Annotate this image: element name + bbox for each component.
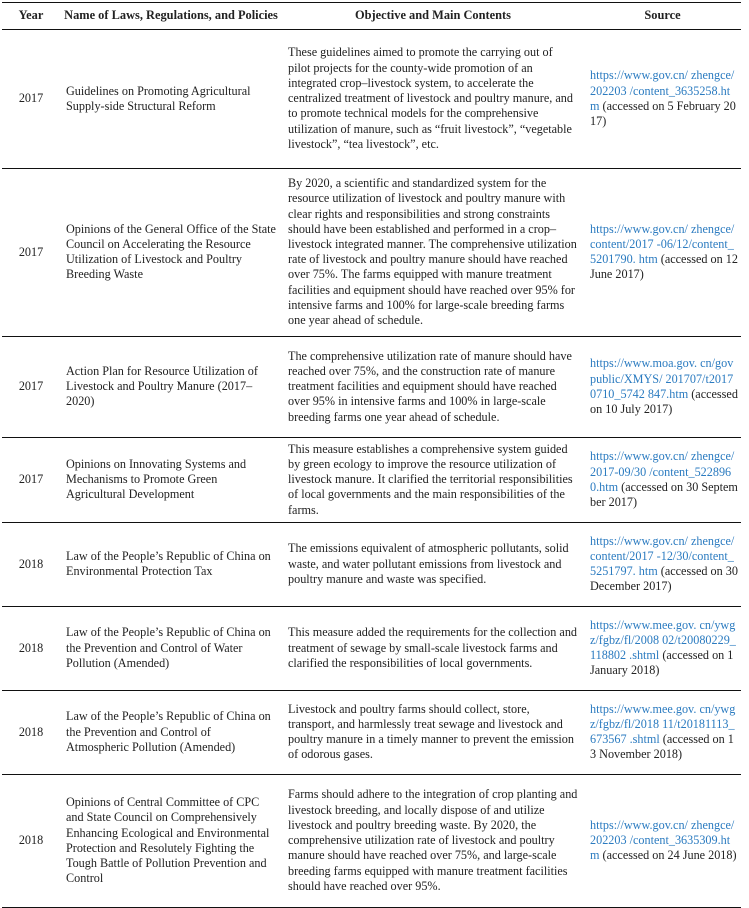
- table-header-row: [2, 3, 741, 30]
- table-row: [2, 337, 741, 438]
- source-link[interactable]: https://www.gov.cn/ zhengce/2017-09/30 /content_5228960.htm: [590, 449, 735, 494]
- cell-year: 2018: [18, 640, 44, 655]
- cell-source: [584, 337, 741, 438]
- header-objective: Objective and Main Contents: [355, 8, 511, 22]
- table-row: [2, 438, 741, 523]
- cell-objective: By 2020, a scientific and standardized system for the resource utilization of livestock and poultry manure with clear rights and responsibilities and strong constraints should have been established and performed in a crop–livestock integrated manner. The comprehensive utilization rate of livestock and poultry manure should have reached over 75%. The farms equipped with manure treatment facilities and equipment should have reached over 95% for intensive farms and 100% for large-scale breeding farms one year ahead of schedule.: [288, 176, 577, 328]
- source-link[interactable]: https://www.moa.gov. cn/govpublic/XMYS/ 201707/t20170710_5742 847.htm: [590, 356, 734, 401]
- cell-source: [584, 438, 741, 523]
- cell-source: [584, 523, 741, 607]
- table-row: [2, 30, 741, 169]
- accessed-date: (accessed on 10 July 2017): [590, 386, 738, 416]
- accessed-date: (accessed on 13 November 2018): [590, 732, 734, 762]
- cell-name: Law of the People’s Republic of China on the Prevention and Control of Water Pollution (Amended): [66, 625, 271, 670]
- header-name: Name of Laws, Regulations, and Policies: [64, 8, 278, 22]
- accessed-date: (accessed on 24 June 2018): [599, 848, 737, 863]
- cell-name: Opinions on Innovating Systems and Mechanisms to Promote Green Agricultural Development: [66, 456, 247, 502]
- table-row: [2, 775, 741, 908]
- cell-year: 2017: [18, 91, 44, 106]
- cell-name: Law of the People’s Republic of China on the Prevention and Control of Atmospheric Pollution (Amended): [66, 709, 271, 754]
- cell-objective: These guidelines aimed to promote the carrying out of pilot projects for the county-wide promotion of an integrated crop–livestock system, to accelerate the centralized treatment of livestock and poultry manure, and to promote technical models for the comprehensive utilization of manure, such as “fruit livestock”, “vegetable livestock”, “tea livestock”, etc.: [288, 45, 573, 151]
- cell-objective: This measure establishes a comprehensive system guided by green ecology to improve the resource utilization of livestock manure. It clarified the territorial responsibilities of local governments and the main responsibilities of the farms.: [288, 441, 573, 517]
- cell-objective: The emissions equivalent of atmospheric pollutants, solid waste, and water pollutant emissions from livestock and poultry manure and waste was specified.: [288, 541, 569, 586]
- cell-name: Guidelines on Promoting Agricultural Supply-side Structural Reform: [66, 83, 251, 113]
- cell-source: [584, 169, 741, 337]
- cell-source: [584, 607, 741, 691]
- header-source: Source: [644, 8, 681, 22]
- cell-name: Opinions of the General Office of the State Council on Accelerating the Resource Utilization of Livestock and Poultry Breeding Waste: [66, 221, 276, 282]
- table-row: [2, 169, 741, 337]
- accessed-date: (accessed on 30 September 2017): [590, 479, 738, 509]
- cell-name: Opinions of Central Committee of CPC and State Council on Comprehensively Enhancing Ecological and Environmental Protection and Resolutely Fighting the Tough Battle of Pollution Prevention and Control: [66, 795, 270, 886]
- cell-year: 2017: [18, 379, 44, 394]
- cell-source: [584, 691, 741, 775]
- accessed-date: (accessed on 5 February 2017): [590, 98, 736, 128]
- cell-name: Law of the People’s Republic of China on Environmental Protection Tax: [66, 549, 271, 579]
- policies-table: [2, 2, 741, 908]
- cell-year: 2018: [18, 556, 44, 571]
- source-link[interactable]: https://www.gov.cn/ zhengce/content/2017 -06/12/content_5201790. htm: [590, 221, 735, 267]
- cell-source: [584, 775, 741, 908]
- cell-year: 2018: [18, 724, 44, 739]
- source-link[interactable]: https://www.gov.cn/ zhengce/202203 /content_3635309.htm: [590, 817, 735, 863]
- cell-name: Action Plan for Resource Utilization of Livestock and Poultry Manure (2017–2020): [66, 363, 258, 409]
- source-link[interactable]: https://www.mee.gov. cn/ywgz/fgbz/fl/2018 11/t20181113_673567 .shtml: [590, 701, 736, 747]
- cell-objective: Livestock and poultry farms should collect, store, transport, and harmlessly treat sewage and livestock and poultry manure in a timely manner to prevent the emission of odorous gases.: [288, 701, 574, 762]
- table-row: [2, 523, 741, 607]
- cell-objective: The comprehensive utilization rate of manure should have reached over 75%, and the construction rate of manure treatment facilities and equipment should have reached over 95% in intensive farms and 100% in large-scale breeding farms one year ahead of schedule.: [288, 348, 572, 424]
- source-link[interactable]: https://www.mee.gov. cn/ywgz/fgbz/fl/2008 02/t20080229_118802 .shtml: [590, 617, 736, 663]
- cell-year: 2017: [18, 244, 44, 259]
- table-row: [2, 607, 741, 691]
- cell-objective: This measure added the requirements for the collection and treatment of sewage by small-scale livestock farms and clarified the responsibilities of local governments.: [288, 625, 578, 670]
- cell-year: 2018: [18, 833, 44, 848]
- table-row: [2, 691, 741, 775]
- header-year: Year: [18, 8, 44, 22]
- accessed-date: (accessed on 12 June 2017): [590, 252, 738, 282]
- cell-year: 2017: [18, 472, 44, 487]
- cell-objective: Farms should adhere to the integration of crop planting and livestock breeding, and locally dispose of and utilize livestock and poultry breeding waste. By 2020, the comprehensive utilization rate of livestock and poultry manure should have reached over 75%, and large-scale breeding farms equipped with manure treatment facilities should have reached over 95%.: [288, 787, 578, 893]
- source-link[interactable]: https://www.gov.cn/ zhengce/content/2017 -12/30/content_5251797. htm: [590, 533, 735, 579]
- accessed-date: (accessed on 1 January 2018): [590, 648, 734, 678]
- accessed-date: (accessed on 30 December 2017): [590, 564, 738, 594]
- cell-source: [584, 30, 741, 169]
- source-link[interactable]: https://www.gov.cn/ zhengce/202203 /content_3635258.htm: [590, 68, 735, 113]
